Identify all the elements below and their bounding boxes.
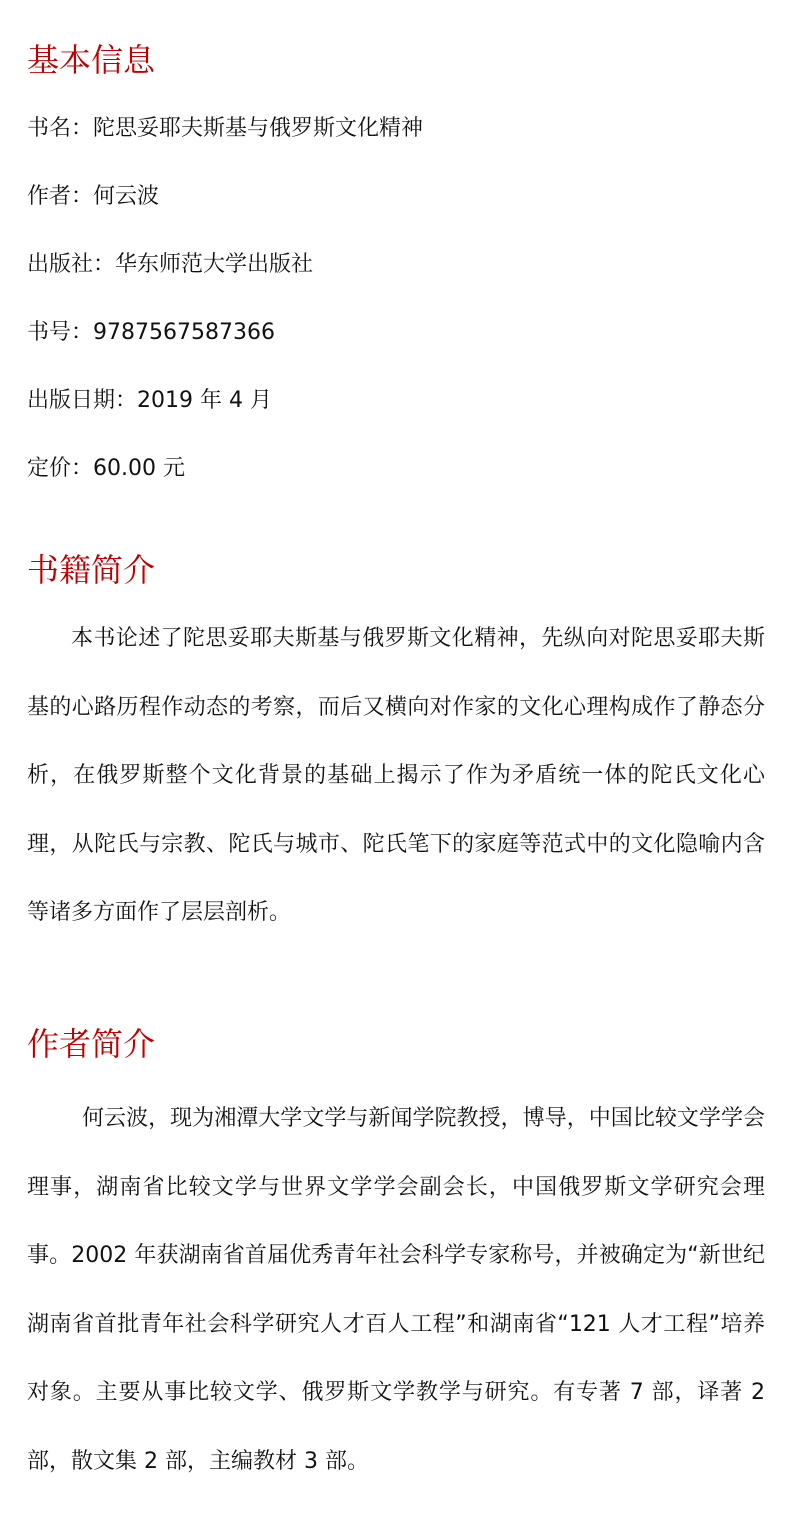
author-intro-paragraph: 何云波，现为湘潭大学文学与新闻学院教授，博导，中国比较文学学会理事，湖南省比较文学与世界文学学会副会长，中国俄罗斯文学研究会理事。2002 年获湖南省首届优秀青年社会科学专家称号，并被确定为“新世纪湖南省首批青年社会科学研究人才百人工程”和湖南省“121 人才工程”培养对象。主要从事比较文学、俄罗斯文学教学与研究。有专著 7 部，译著 2 部，散文集 2 部，主编教材 3 部。 xyxy=(27,1106,765,1474)
author-line: 作者：何云波 xyxy=(27,184,160,209)
book-title-line: 书名：陀思妥耶夫斯基与俄罗斯文化精神 xyxy=(27,116,424,141)
publisher-line: 出版社：华东师范大学出版社 xyxy=(27,252,314,277)
basic-info-heading: 基本信息 xyxy=(27,41,156,79)
book-intro-heading: 书籍简介 xyxy=(27,551,156,589)
pub-date-line: 出版日期：2019 年 4 月 xyxy=(27,388,272,413)
author-intro-heading: 作者简介 xyxy=(27,1025,156,1063)
price-line: 定价：60.00 元 xyxy=(27,456,185,481)
book-intro-paragraph: 本书论述了陀思妥耶夫斯基与俄罗斯文化精神，先纵向对陀思妥耶夫斯基的心路历程作动态的考察，而后又横向对作家的文化心理构成作了静态分析，在俄罗斯整个文化背景的基础上揭示了作为矛盾统一体的陀氏文化心理，从陀氏与宗教、陀氏与城市、陀氏笔下的家庭等范式中的文化隐喻内含等诸多方面作了层层剖析。 xyxy=(27,626,765,925)
isbn-line: 书号：9787567587366 xyxy=(27,320,275,345)
